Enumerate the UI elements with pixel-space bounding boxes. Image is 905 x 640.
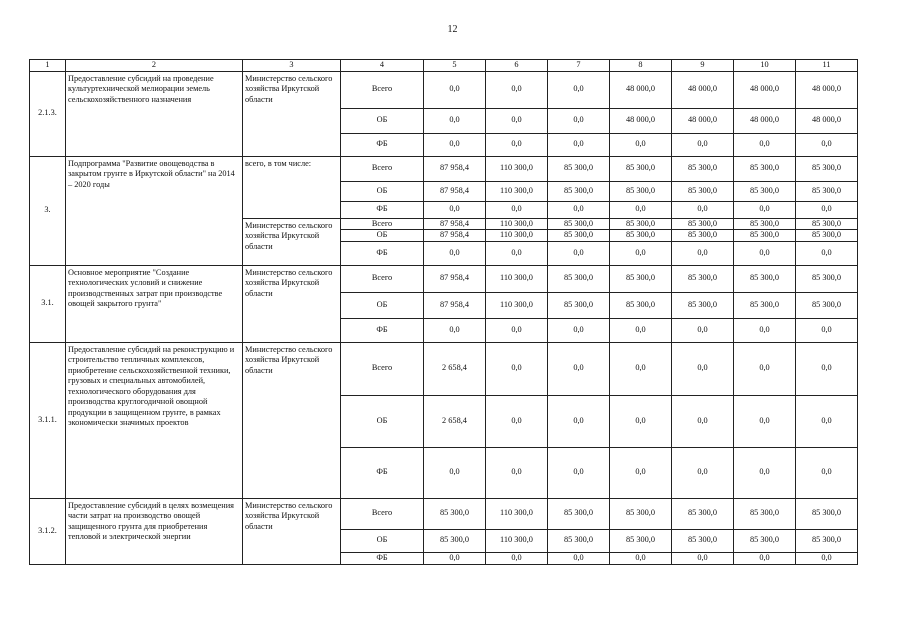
value-cell: 48 000,0 xyxy=(796,108,858,133)
header-row xyxy=(30,60,858,72)
value-cell: 85 300,0 xyxy=(548,498,610,529)
value-cell: 0,0 xyxy=(672,133,734,156)
value-cell: 0,0 xyxy=(672,447,734,498)
value-cell: 110 300,0 xyxy=(486,218,548,230)
value-cell: 48 000,0 xyxy=(672,71,734,108)
value-cell: 85 300,0 xyxy=(796,156,858,181)
value-cell: 0,0 xyxy=(486,552,548,564)
value-cell: 85 300,0 xyxy=(734,529,796,552)
value-cell: 0,0 xyxy=(610,318,672,342)
column-header: 2 xyxy=(66,60,243,72)
value-cell: 0,0 xyxy=(734,342,796,395)
value-cell: 0,0 xyxy=(796,447,858,498)
value-cell: 0,0 xyxy=(486,342,548,395)
value-cell: 0,0 xyxy=(486,133,548,156)
value-cell: 0,0 xyxy=(796,133,858,156)
value-cell: 0,0 xyxy=(548,133,610,156)
value-cell: 110 300,0 xyxy=(486,181,548,201)
value-cell: 0,0 xyxy=(734,447,796,498)
value-cell: 48 000,0 xyxy=(796,71,858,108)
item-number: 2.1.3. xyxy=(30,71,66,156)
value-cell: 0,0 xyxy=(424,71,486,108)
value-cell: 85 300,0 xyxy=(734,265,796,292)
value-cell: 0,0 xyxy=(548,447,610,498)
value-cell: 0,0 xyxy=(548,318,610,342)
value-cell: 48 000,0 xyxy=(610,71,672,108)
value-cell: 85 300,0 xyxy=(734,181,796,201)
value-cell: 0,0 xyxy=(424,133,486,156)
value-cell: 0,0 xyxy=(548,552,610,564)
value-cell: 0,0 xyxy=(734,133,796,156)
column-header: 10 xyxy=(734,60,796,72)
value-cell: 0,0 xyxy=(734,395,796,447)
value-cell: 85 300,0 xyxy=(734,156,796,181)
item-description: Подпрограмма "Развитие овощеводства в закрытом грунте в Иркутской области" на 2014 – 2020 годы xyxy=(66,156,243,265)
value-cell: 110 300,0 xyxy=(486,292,548,318)
value-cell: 85 300,0 xyxy=(610,498,672,529)
value-cell: 2 658,4 xyxy=(424,395,486,447)
value-cell: 0,0 xyxy=(734,318,796,342)
value-cell: 87 958,4 xyxy=(424,218,486,230)
value-cell: 0,0 xyxy=(486,71,548,108)
value-cell: 0,0 xyxy=(734,241,796,265)
source-label: Всего xyxy=(341,71,424,108)
value-cell: 0,0 xyxy=(796,552,858,564)
value-cell: 85 300,0 xyxy=(610,265,672,292)
value-cell: 0,0 xyxy=(734,201,796,218)
value-cell: 0,0 xyxy=(796,395,858,447)
value-cell: 85 300,0 xyxy=(610,529,672,552)
value-cell: 0,0 xyxy=(796,318,858,342)
value-cell: 0,0 xyxy=(486,201,548,218)
value-cell: 0,0 xyxy=(424,241,486,265)
value-cell: 0,0 xyxy=(672,342,734,395)
value-cell: 0,0 xyxy=(672,201,734,218)
column-header: 11 xyxy=(796,60,858,72)
column-header: 3 xyxy=(243,60,341,72)
value-cell: 48 000,0 xyxy=(734,71,796,108)
source-label: ФБ xyxy=(341,447,424,498)
source-label: Всего xyxy=(341,342,424,395)
source-label: Всего xyxy=(341,265,424,292)
value-cell: 0,0 xyxy=(796,241,858,265)
value-cell: 85 300,0 xyxy=(672,265,734,292)
source-label: ОБ xyxy=(341,292,424,318)
value-cell: 87 958,4 xyxy=(424,181,486,201)
value-cell: 0,0 xyxy=(486,241,548,265)
value-cell: 48 000,0 xyxy=(672,108,734,133)
value-cell: 0,0 xyxy=(486,395,548,447)
value-cell: 110 300,0 xyxy=(486,265,548,292)
column-header: 7 xyxy=(548,60,610,72)
value-cell: 85 300,0 xyxy=(672,529,734,552)
item-number: 3.1.2. xyxy=(30,498,66,564)
value-cell: 85 300,0 xyxy=(734,498,796,529)
source-label: ФБ xyxy=(341,318,424,342)
value-cell: 85 300,0 xyxy=(734,292,796,318)
value-cell: 0,0 xyxy=(610,133,672,156)
value-cell: 2 658,4 xyxy=(424,342,486,395)
value-cell: 85 300,0 xyxy=(672,498,734,529)
value-cell: 85 300,0 xyxy=(610,218,672,230)
column-header: 6 xyxy=(486,60,548,72)
value-cell: 0,0 xyxy=(548,71,610,108)
value-cell: 0,0 xyxy=(424,552,486,564)
item-number: 3.1. xyxy=(30,265,66,342)
value-cell: 85 300,0 xyxy=(672,230,734,242)
value-cell: 85 300,0 xyxy=(734,230,796,242)
column-header: 1 xyxy=(30,60,66,72)
value-cell: 0,0 xyxy=(610,395,672,447)
table-row xyxy=(30,156,858,181)
value-cell: 0,0 xyxy=(424,318,486,342)
item-description: Основное мероприятие "Создание технологических условий и снижение производственных затрат при производстве овощей закрытого грунта" xyxy=(66,265,243,342)
source-label: ОБ xyxy=(341,108,424,133)
budget-table xyxy=(29,59,858,565)
value-cell: 85 300,0 xyxy=(734,218,796,230)
source-label: ФБ xyxy=(341,241,424,265)
value-cell: 85 300,0 xyxy=(548,292,610,318)
item-executor: Министерство сельского хозяйства Иркутской области xyxy=(243,218,341,265)
value-cell: 0,0 xyxy=(548,108,610,133)
item-executor: Министерство сельского хозяйства Иркутской области xyxy=(243,71,341,156)
value-cell: 0,0 xyxy=(672,552,734,564)
value-cell: 48 000,0 xyxy=(610,108,672,133)
source-label: Всего xyxy=(341,218,424,230)
value-cell: 0,0 xyxy=(796,342,858,395)
value-cell: 0,0 xyxy=(548,395,610,447)
value-cell: 85 300,0 xyxy=(424,529,486,552)
value-cell: 85 300,0 xyxy=(548,181,610,201)
value-cell: 87 958,4 xyxy=(424,265,486,292)
value-cell: 0,0 xyxy=(548,342,610,395)
value-cell: 110 300,0 xyxy=(486,230,548,242)
table-row xyxy=(30,342,858,395)
column-header: 9 xyxy=(672,60,734,72)
source-label: ФБ xyxy=(341,133,424,156)
value-cell: 0,0 xyxy=(610,201,672,218)
source-label: ОБ xyxy=(341,529,424,552)
source-label: ФБ xyxy=(341,201,424,218)
value-cell: 85 300,0 xyxy=(796,292,858,318)
value-cell: 0,0 xyxy=(424,201,486,218)
value-cell: 85 300,0 xyxy=(548,529,610,552)
value-cell: 85 300,0 xyxy=(796,265,858,292)
item-number: 3. xyxy=(30,156,66,265)
source-label: ОБ xyxy=(341,230,424,242)
value-cell: 85 300,0 xyxy=(672,218,734,230)
item-executor: Министерство сельского хозяйства Иркутской области xyxy=(243,498,341,564)
value-cell: 85 300,0 xyxy=(610,181,672,201)
value-cell: 85 300,0 xyxy=(672,156,734,181)
value-cell: 85 300,0 xyxy=(672,181,734,201)
value-cell: 0,0 xyxy=(486,447,548,498)
page-number: 12 xyxy=(447,24,458,35)
value-cell: 87 958,4 xyxy=(424,156,486,181)
value-cell: 87 958,4 xyxy=(424,230,486,242)
value-cell: 87 958,4 xyxy=(424,292,486,318)
value-cell: 85 300,0 xyxy=(610,156,672,181)
value-cell: 0,0 xyxy=(672,241,734,265)
value-cell: 0,0 xyxy=(486,108,548,133)
value-cell: 0,0 xyxy=(548,201,610,218)
source-label: ОБ xyxy=(341,395,424,447)
value-cell: 85 300,0 xyxy=(548,156,610,181)
value-cell: 85 300,0 xyxy=(610,292,672,318)
value-cell: 110 300,0 xyxy=(486,156,548,181)
value-cell: 0,0 xyxy=(672,318,734,342)
item-executor: Министерство сельского хозяйства Иркутской области xyxy=(243,265,341,342)
source-label: Всего xyxy=(341,156,424,181)
column-header: 8 xyxy=(610,60,672,72)
value-cell: 110 300,0 xyxy=(486,529,548,552)
value-cell: 0,0 xyxy=(610,552,672,564)
value-cell: 0,0 xyxy=(486,318,548,342)
item-executor: всего, в том числе: xyxy=(243,156,341,218)
value-cell: 0,0 xyxy=(610,241,672,265)
item-number: 3.1.1. xyxy=(30,342,66,498)
item-description: Предоставление субсидий на проведение культуртехнической мелиорации земель сельскохозяйственного назначения xyxy=(66,71,243,156)
value-cell: 48 000,0 xyxy=(734,108,796,133)
value-cell: 85 300,0 xyxy=(796,529,858,552)
table-row xyxy=(30,71,858,108)
item-description: Предоставление субсидий в целях возмещения части затрат на производство овощей защищенного грунта для приобретения тепловой и электрической энергии xyxy=(66,498,243,564)
value-cell: 85 300,0 xyxy=(796,498,858,529)
value-cell: 0,0 xyxy=(610,342,672,395)
source-label: ФБ xyxy=(341,552,424,564)
value-cell: 85 300,0 xyxy=(548,230,610,242)
value-cell: 85 300,0 xyxy=(424,498,486,529)
value-cell: 85 300,0 xyxy=(796,218,858,230)
column-header: 4 xyxy=(341,60,424,72)
value-cell: 0,0 xyxy=(734,552,796,564)
source-label: ОБ xyxy=(341,181,424,201)
source-label: Всего xyxy=(341,498,424,529)
value-cell: 0,0 xyxy=(672,395,734,447)
value-cell: 0,0 xyxy=(424,108,486,133)
item-executor: Министерство сельского хозяйства Иркутской области xyxy=(243,342,341,498)
table-row xyxy=(30,498,858,529)
value-cell: 85 300,0 xyxy=(796,181,858,201)
value-cell: 0,0 xyxy=(796,201,858,218)
value-cell: 0,0 xyxy=(610,447,672,498)
value-cell: 85 300,0 xyxy=(548,218,610,230)
value-cell: 85 300,0 xyxy=(796,230,858,242)
value-cell: 85 300,0 xyxy=(548,265,610,292)
value-cell: 0,0 xyxy=(548,241,610,265)
value-cell: 85 300,0 xyxy=(610,230,672,242)
item-description: Предоставление субсидий на реконструкцию и строительство тепличных комплексов, приобретение сельскохозяйственной техники, грузовых и специальных автомобилей, технологического оборудования для производства круглогодичной овощной продукции в защищенном грунте, в рамках экономически значимых проектов xyxy=(66,342,243,498)
value-cell: 85 300,0 xyxy=(672,292,734,318)
column-header: 5 xyxy=(424,60,486,72)
value-cell: 0,0 xyxy=(424,447,486,498)
table-row xyxy=(30,265,858,292)
value-cell: 110 300,0 xyxy=(486,498,548,529)
